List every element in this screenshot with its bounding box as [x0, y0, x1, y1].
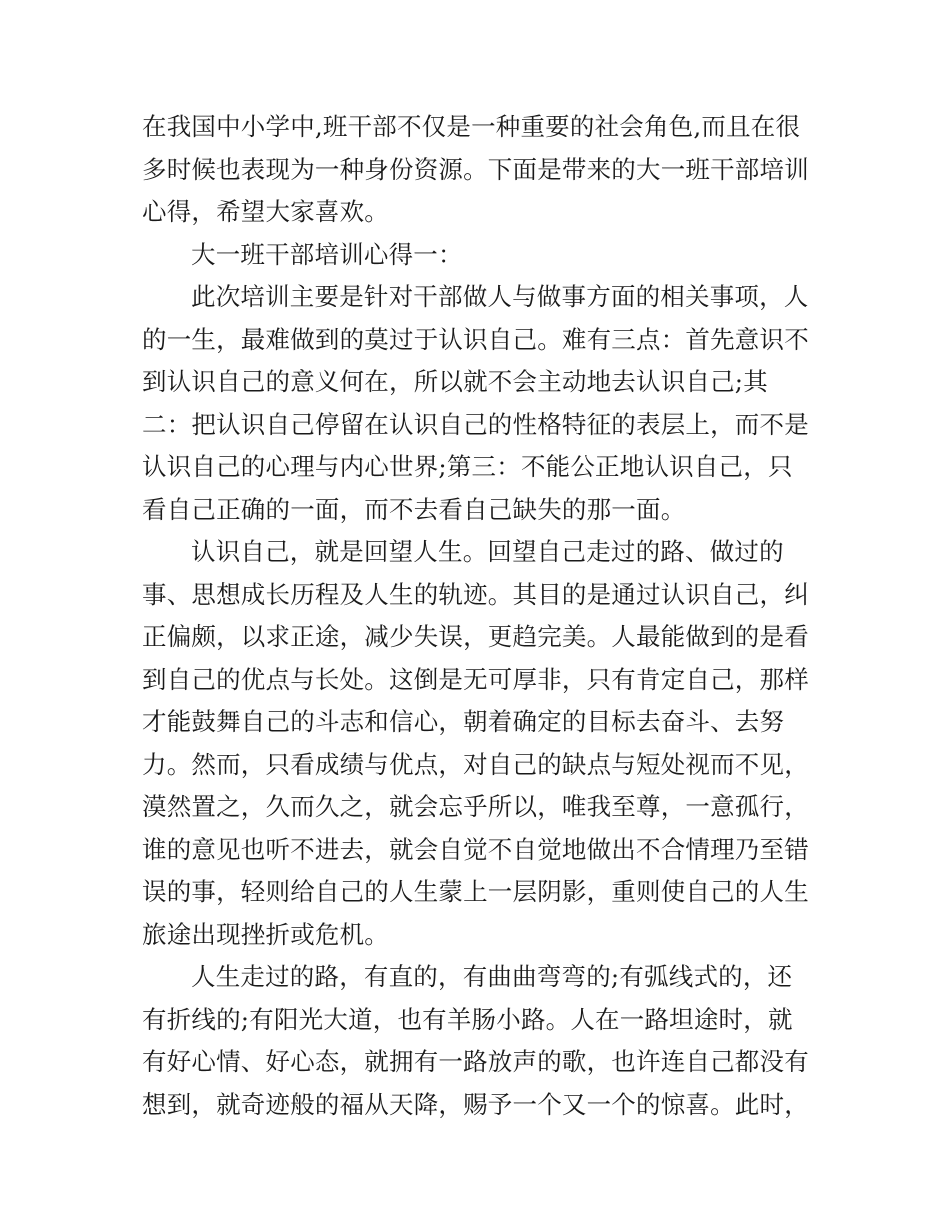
- text-line: 谁的意见也听不进去，就会自觉不自觉地做出不合情理乃至错: [142, 834, 809, 864]
- text-line: 事、思想成长历程及人生的轨迹。其目的是通过认识自己，纠: [142, 579, 809, 609]
- text-line: 到自己的优点与长处。这倒是无可厚非，只有肯定自己，那样: [142, 664, 809, 694]
- text-line: 人生走过的路，有直的，有曲曲弯弯的;有弧线式的，还: [191, 962, 793, 991]
- text-line: 有好心情、好心态，就拥有一路放声的歌，也许连自己都没有: [142, 1047, 809, 1076]
- text-line: 正偏颇，以求正途，减少失误，更趋完美。人最能做到的是看: [142, 622, 809, 651]
- text-line: 旅途出现挫折或危机。: [142, 919, 389, 949]
- article-body: [142, 106, 810, 1126]
- text-line: 心得，希望大家喜欢。: [142, 197, 389, 226]
- section-heading: 大一班干部培训心得一：: [191, 239, 463, 269]
- text-line: 有折线的;有阳光大道，也有羊肠小路。人在一路坦途时，就: [142, 1004, 793, 1034]
- text-line: 多时候也表现为一种身份资源。下面是带来的大一班干部培训: [142, 154, 809, 184]
- text-line: 才能鼓舞自己的斗志和信心，朝着确定的目标去奋斗、去努: [142, 707, 785, 736]
- text-line: 到认识自己的意义何在，所以就不会主动地去认识自己;其: [142, 367, 768, 396]
- text-line: 的一生，最难做到的莫过于认识自己。难有三点：首先意识不: [142, 324, 809, 354]
- text-line: 二：把认识自己停留在认识自己的性格特征的表层上，而不是: [142, 409, 809, 439]
- text-line: 力。然而，只看成绩与优点，对自己的缺点与短处视而不见，: [142, 749, 809, 779]
- text-line: 想到，就奇迹般的福从天降，赐予一个又一个的惊喜。此时，: [142, 1089, 809, 1119]
- text-line: 在我国中小学中,班干部不仅是一种重要的社会角色,而且在很: [142, 112, 801, 141]
- text-line: 认识自己，就是回望人生。回望自己走过的路、做过的: [191, 537, 784, 566]
- text-line: 漠然置之，久而久之，就会忘乎所以，唯我至尊，一意孤行，: [142, 792, 809, 821]
- text-line: 此次培训主要是针对干部做人与做事方面的相关事项，人: [191, 282, 809, 311]
- text-line: 误的事，轻则给自己的人生蒙上一层阴影，重则使自己的人生: [142, 877, 809, 906]
- text-line: 认识自己的心理与内心世界;第三：不能公正地认识自己，只: [142, 452, 793, 481]
- text-line: 看自己正确的一面，而不去看自己缺失的那一面。: [142, 494, 686, 524]
